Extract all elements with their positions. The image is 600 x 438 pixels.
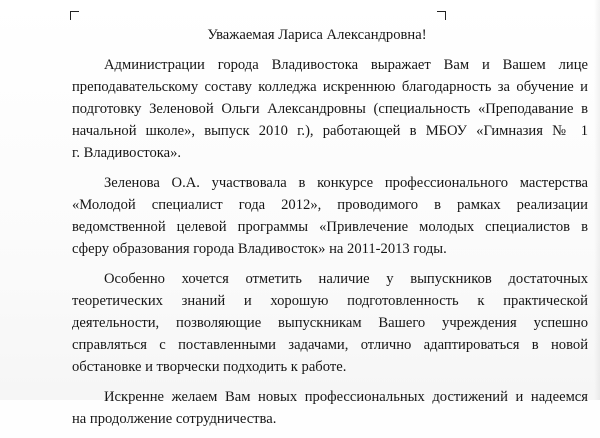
paragraph-gratitude [72, 54, 588, 164]
paragraph-line: «Молодой специалист года 2012», проводимого в рамках реализации [72, 197, 588, 213]
paragraph-line: начальной школе», выпуск 2010 г.), работающей в МБОУ «Гимназия № 1 [72, 123, 588, 139]
corner-mark-left-icon [70, 11, 79, 20]
paragraph-line: преподавательскому составу колледжа искреннюю благодарность за обучение и [72, 79, 588, 95]
paragraph-line: подготовку Зеленовой Ольги Александровны (специальность «Преподавание в [72, 101, 588, 117]
letter-body [72, 24, 588, 438]
paragraph-line: обстановке и творчески подходить к работе. [72, 359, 347, 375]
paragraph-line: Особенно хочется отметить наличие у выпускников достаточных [104, 271, 588, 287]
paragraph-line: ведомственной целевой программы «Привлечение молодых специалистов в [72, 219, 588, 235]
paragraph-line: на продолжение сотрудничества. [72, 411, 277, 427]
paragraph-wishes [72, 386, 588, 430]
paragraph-line: г. Владивостока». [72, 145, 182, 161]
paragraph-line: Искренне желаем Вам новых профессиональных достижений и надеемся [104, 389, 588, 405]
salutation: Уважаемая Лариса Александровна! [207, 27, 427, 43]
paragraph-graduates [72, 268, 588, 378]
paragraph-line: Администрации города Владивостока выражает Вам и Вашем лице [104, 57, 588, 73]
paragraph-line: Зеленова О.А. участвовала в конкурсе профессионального мастерства [104, 175, 588, 191]
paragraph-line: сферу образования города Владивосток» на 2011-2013 годы. [72, 241, 447, 257]
corner-mark-right-icon [437, 11, 446, 20]
paragraph-contest [72, 172, 588, 260]
page-edge-shadow [594, 0, 600, 400]
paragraph-line: справляться с поставленными задачами, отлично адаптироваться в новой [72, 337, 588, 353]
paragraph-line: деятельности, позволяющие выпускникам Вашего учреждения успешно [72, 315, 588, 331]
paragraph-line: теоретических знаний и хорошую подготовленность к практической [72, 293, 588, 309]
